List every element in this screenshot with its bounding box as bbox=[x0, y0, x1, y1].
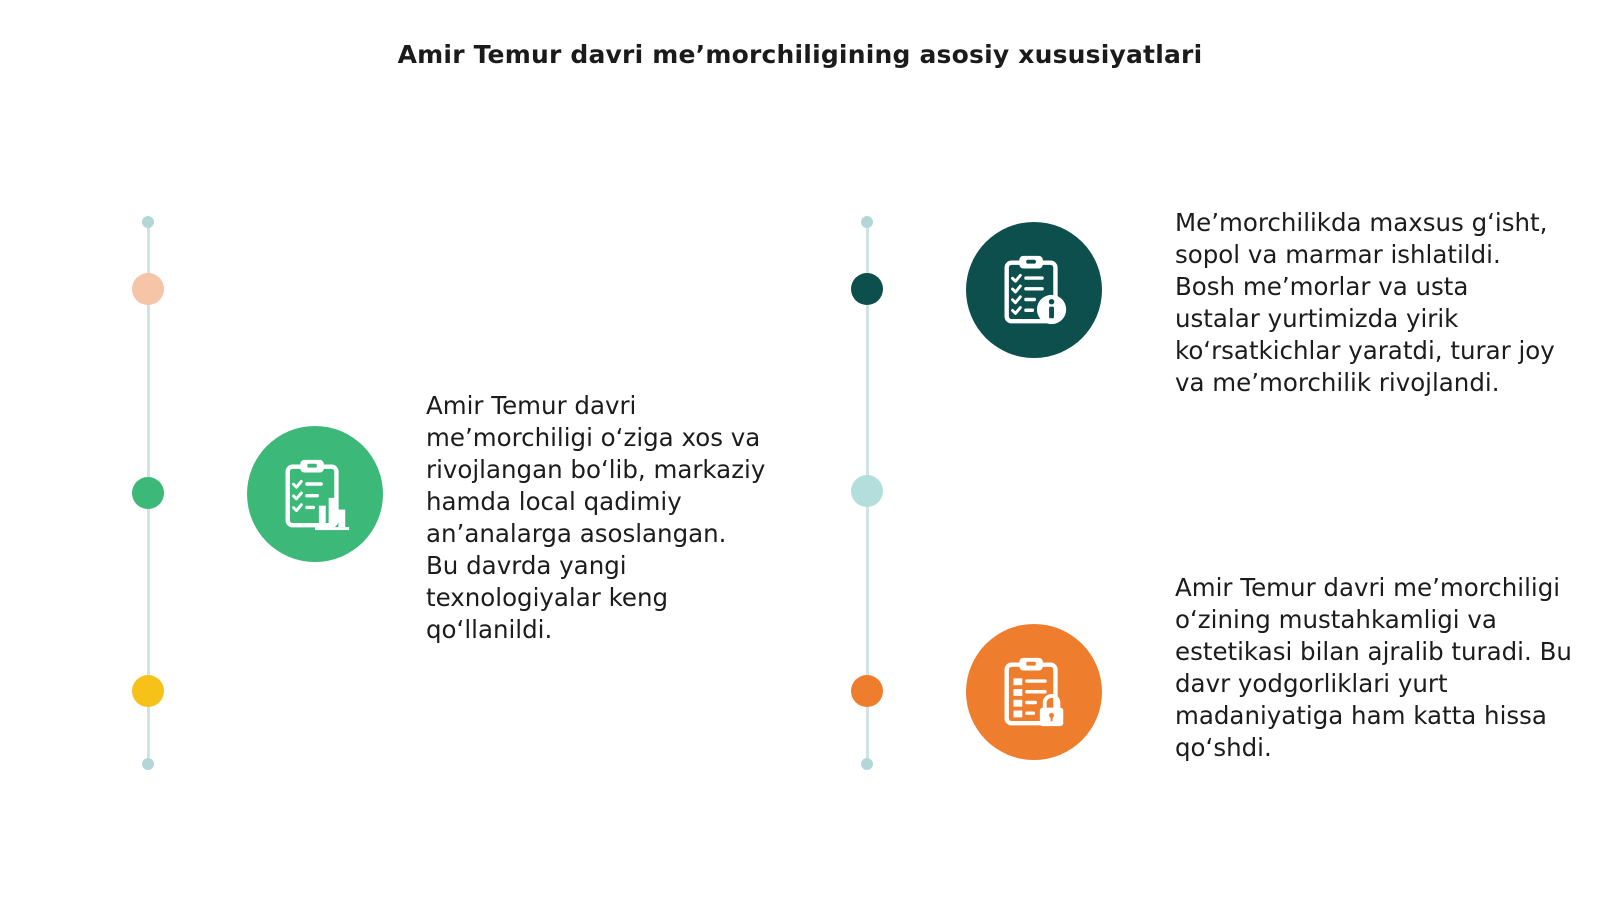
right-timeline-marker-orange bbox=[851, 675, 883, 707]
clipboard-lock-icon bbox=[995, 653, 1073, 731]
right-timeline-marker-light-teal bbox=[851, 475, 883, 507]
right-item-2-badge bbox=[966, 624, 1102, 760]
left-timeline-end-dot bbox=[142, 758, 154, 770]
left-item-description: Amir Temur davri me’morchiligi o‘ziga xos va rivojlangan bo‘lib, markaziy hamda local qadimiy an’analarga asoslangan. Bu davrda yangi texnologiyalar keng qo‘llanildi. bbox=[426, 391, 766, 644]
right-timeline-end-dot bbox=[861, 758, 873, 770]
left-timeline-marker-peach bbox=[132, 273, 164, 305]
right-item-1-description: Me’morchilikda maxsus g‘isht, sopol va marmar ishlatildi. Bosh me’morlar va usta ustalar yurtimizda yirik ko‘rsatkichlar yaratdi, turar joy va me’morchilik rivojlandi. bbox=[1175, 208, 1555, 397]
clipboard-info-icon bbox=[995, 251, 1073, 329]
right-timeline-marker-dark-teal bbox=[851, 273, 883, 305]
right-item-1-badge bbox=[966, 222, 1102, 358]
right-timeline-start-dot bbox=[861, 216, 873, 228]
left-timeline-marker-green bbox=[132, 477, 164, 509]
right-item-2-description: Amir Temur davri me’morchiligi o‘zining mustahkamligi va estetikasi bilan ajralib turadi. Bu davr yodgorliklari yurt madaniyatiga ham katta hissa qo‘shdi. bbox=[1175, 573, 1572, 762]
clipboard-chart-icon bbox=[276, 455, 354, 533]
left-timeline-marker-yellow bbox=[132, 675, 164, 707]
left-item-badge bbox=[247, 426, 383, 562]
left-timeline-start-dot bbox=[142, 216, 154, 228]
page-title: Amir Temur davri me’morchiligining asosiy xususiyatlari bbox=[397, 40, 1203, 69]
